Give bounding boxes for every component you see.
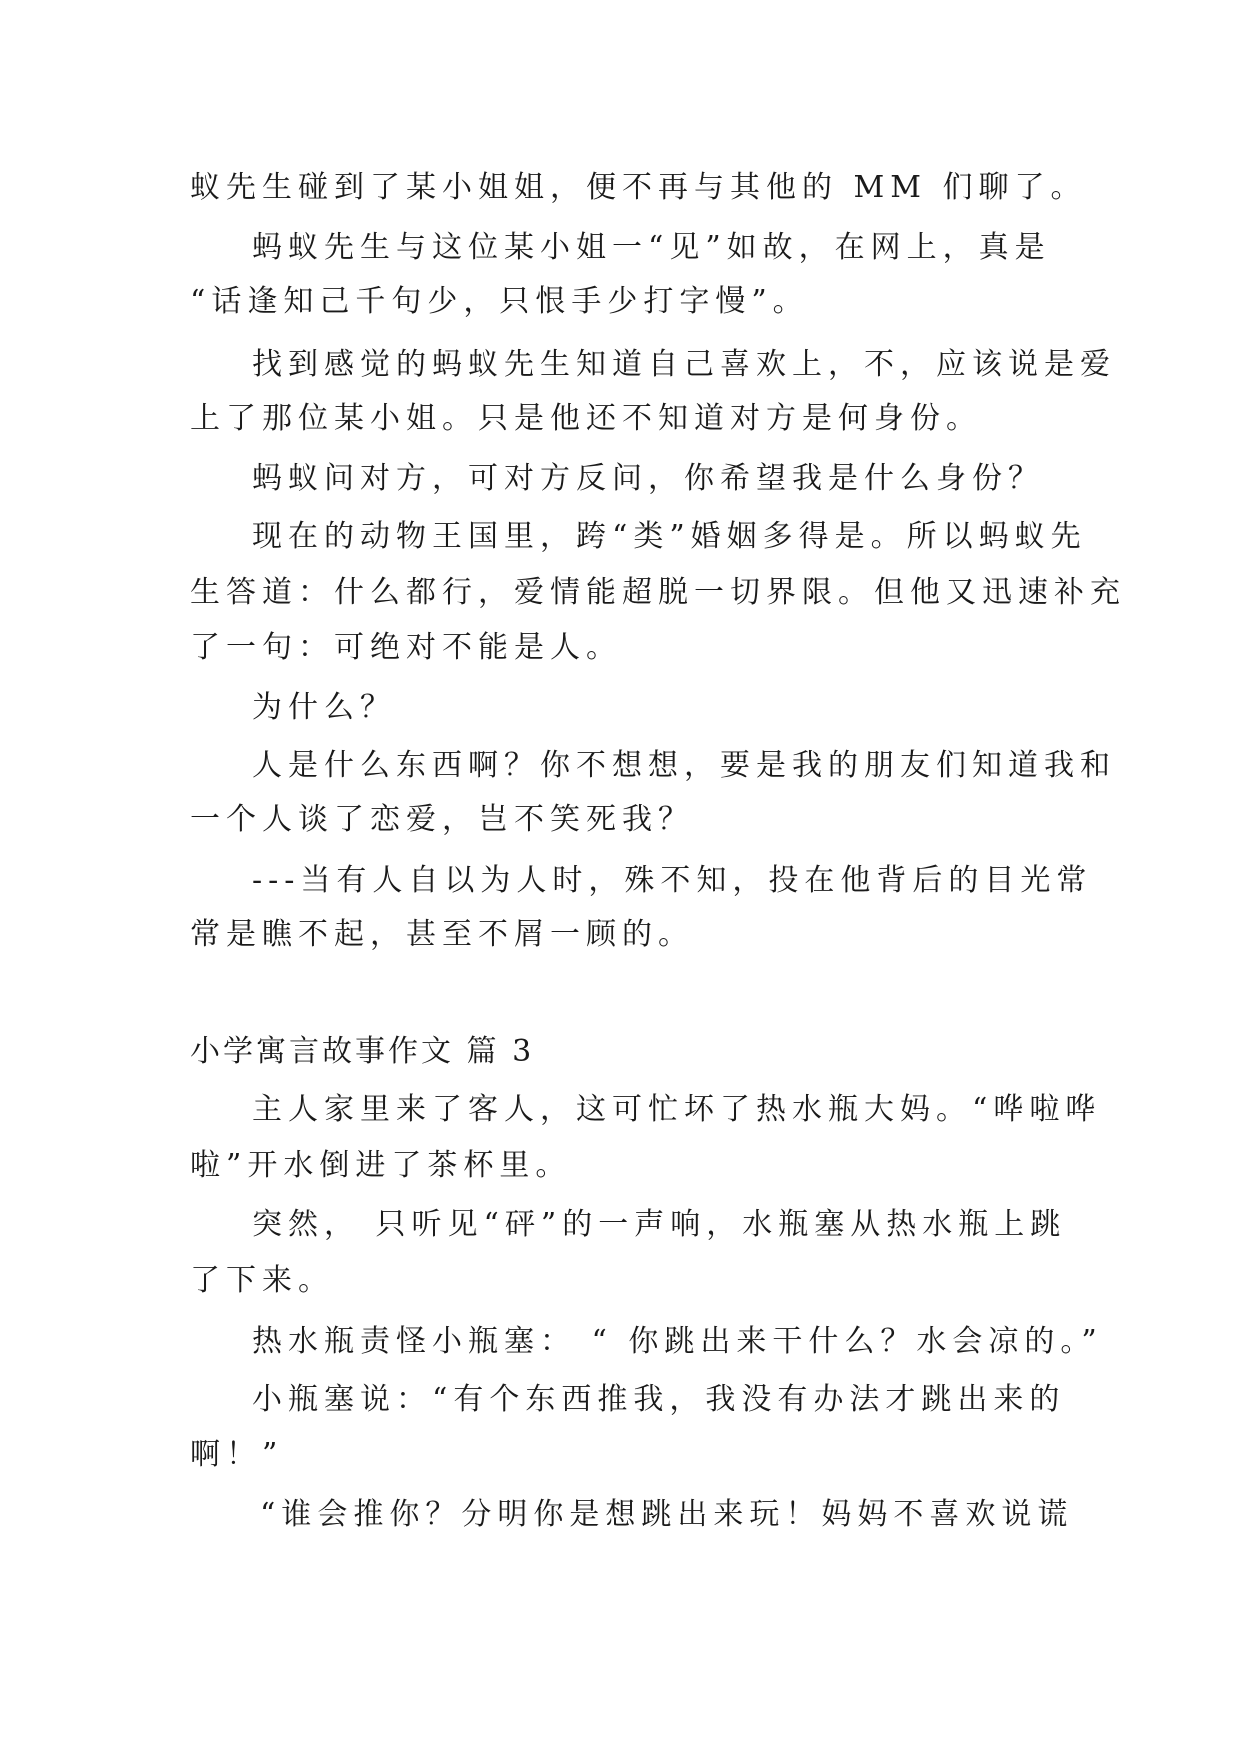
paragraph-line: 小瓶塞说：“有个东西推我，我没有办法才跳出来的 [252,1382,1066,1417]
paragraph-line: 人是什么东西啊？你不想想，要是我的朋友们知道我和 [252,748,1116,783]
paragraph-line: 啊！” [190,1437,284,1472]
section-heading: 小学寓言故事作文 篇 3 [190,1034,535,1069]
paragraph-line: 蚂蚁问对方，可对方反问，你希望我是什么身份？ [252,461,1044,496]
paragraph-line: 了一句：可绝对不能是人。 [190,630,622,665]
paragraph-line: 啦”开水倒进了茶杯里。 [190,1148,572,1183]
paragraph-line: 生答道：什么都行，爱情能超脱一切界限。但他又迅速补充 [190,575,1126,610]
paragraph-line: 常是瞧不起，甚至不屑一顾的。 [190,917,694,952]
paragraph-line: 找到感觉的蚂蚁先生知道自己喜欢上，不，应该说是爱 [252,347,1116,382]
paragraph-line: ---当有人自以为人时，殊不知，投在他背后的目光常 [252,863,1093,898]
paragraph-line: 了下来。 [190,1263,334,1298]
paragraph-line: 蚁先生碰到了某小姐姐，便不再与其他的 MM 们聊了。 [190,170,1087,205]
paragraph-line: 热水瓶责怪小瓶塞： “ 你跳出来干什么？水会凉的。” [252,1324,1103,1359]
paragraph-line: 主人家里来了客人，这可忙坏了热水瓶大妈。“哗啦哗 [252,1092,1102,1127]
paragraph-line: 突然， 只听见“砰”的一声响，水瓶塞从热水瓶上跳 [252,1207,1067,1242]
paragraph-line: 现在的动物王国里，跨“类”婚姻多得是。所以蚂蚁先 [252,519,1087,554]
paragraph-line: 为什么？ [252,690,396,725]
paragraph-line: 一个人谈了恋爱，岂不笑死我？ [190,802,694,837]
paragraph-line: “话逢知己千句少，只恨手少打字慢”。 [190,284,809,319]
paragraph-line: “谁会推你？分明你是想跳出来玩！妈妈不喜欢说谎 [260,1497,1074,1532]
paragraph-line: 蚂蚁先生与这位某小姐一“见”如故，在网上，真是 [252,230,1051,265]
paragraph-line: 上了那位某小姐。只是他还不知道对方是何身份。 [190,401,982,436]
